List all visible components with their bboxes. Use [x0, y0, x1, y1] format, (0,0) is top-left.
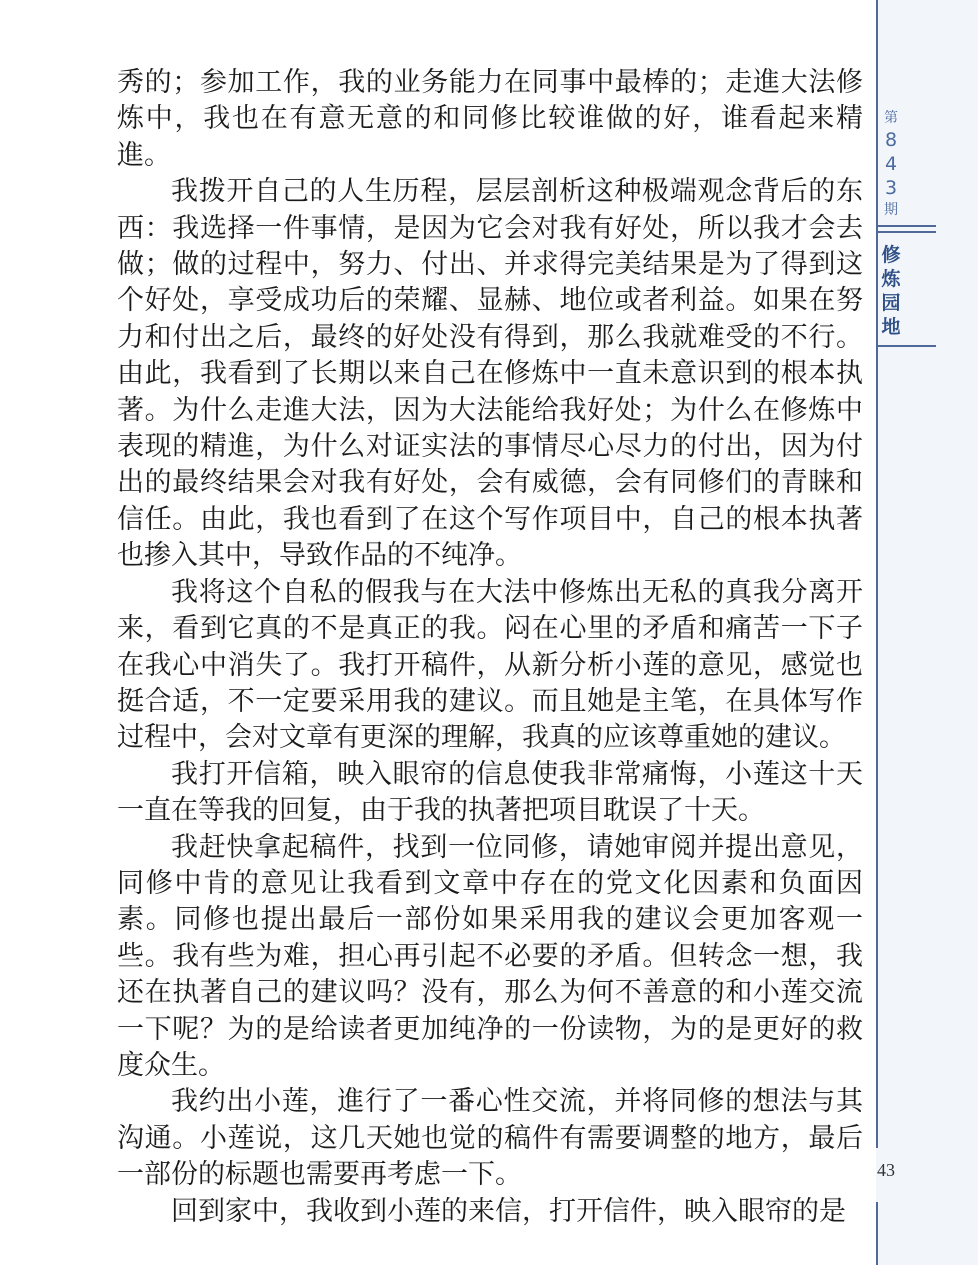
paragraph: 我赶快拿起稿件，找到一位同修，请她审阅并提出意见，同修中肯的意见让我看到文章中存在的党文化因素和负面因素。同修也提出最后一部份如果采用我的建议会更加客观一些。我有些为难，担心再引起不必要的矛盾。但转念一想，我还在执著自己的建议吗？没有，那么为何不善意的和小莲交流一下呢？为的是给读者更加纯净的一份读物，为的是更好的救度众生。	[117, 831, 863, 1081]
issue-suffix: 期	[884, 202, 898, 218]
sidebar-border-upper	[876, 0, 878, 1148]
paragraph: 我将这个自私的假我与在大法中修炼出无私的真我分离开来，看到它真的不是真正的我。闷在心里的矛盾和痛苦一下子在我心中消失了。我打开稿件，从新分析小莲的意见，感觉也挺合适，不一定要采用我的建议。而且她是主笔，在具体写作过程中，会对文章有更深的理解，我真的应该尊重她的建议。	[117, 576, 863, 754]
paragraph: 我打开信箱，映入眼帘的信息使我非常痛悔，小莲这十天一直在等我的回复，由于我的执著把项目耽误了十天。	[117, 758, 863, 827]
article-body	[117, 65, 863, 1230]
sidebar-divider-1	[876, 225, 936, 227]
paragraph: 我约出小莲，進行了一番心性交流，并将同修的想法与其沟通。小莲说，这几天她也觉的稿件有需要调整的地方，最后一部份的标题也需要再考虑一下。	[117, 1086, 863, 1191]
paragraph: 回到家中，我收到小莲的来信，打开信件，映入眼帘的是	[171, 1195, 846, 1227]
page-number: 43	[877, 1160, 895, 1180]
sidebar-divider-3	[876, 345, 936, 347]
sidebar-divider-2	[876, 231, 936, 233]
section-title: 修 炼 园 地	[881, 244, 901, 338]
issue-number: 8 4 3	[884, 129, 898, 199]
sidebar-border-lower	[876, 1202, 878, 1265]
issue-label	[880, 108, 902, 220]
paragraph: 我拨开自己的人生历程，层层剖析这种极端观念背后的东西：我选择一件事情，是因为它会对我有好处，所以我才会去做；做的过程中，努力、付出、并求得完美结果是为了得到这个好处，享受成功后的荣耀、显赫、地位或者利益。如果在努力和付出之后，最终的好处没有得到，那么我就难受的不行。由此，我看到了长期以来自己在修炼中一直未意识到的根本执著。为什么走進大法，因为大法能给我好处；为什么在修炼中表现的精進，为什么对证实法的事情尽心尽力的付出，因为付出的最终结果会对我有好处，会有威德，会有同修们的青睐和信任。由此，我也看到了在这个写作项目中，自己的根本执著也掺入其中，导致作品的不纯净。	[117, 176, 863, 572]
paragraph: 秀的；参加工作，我的业务能力在同事中最棒的；走進大法修炼中，我也在有意无意的和同修比较谁做的好，谁看起来精進。	[117, 67, 863, 171]
issue-prefix: 第	[884, 110, 898, 126]
